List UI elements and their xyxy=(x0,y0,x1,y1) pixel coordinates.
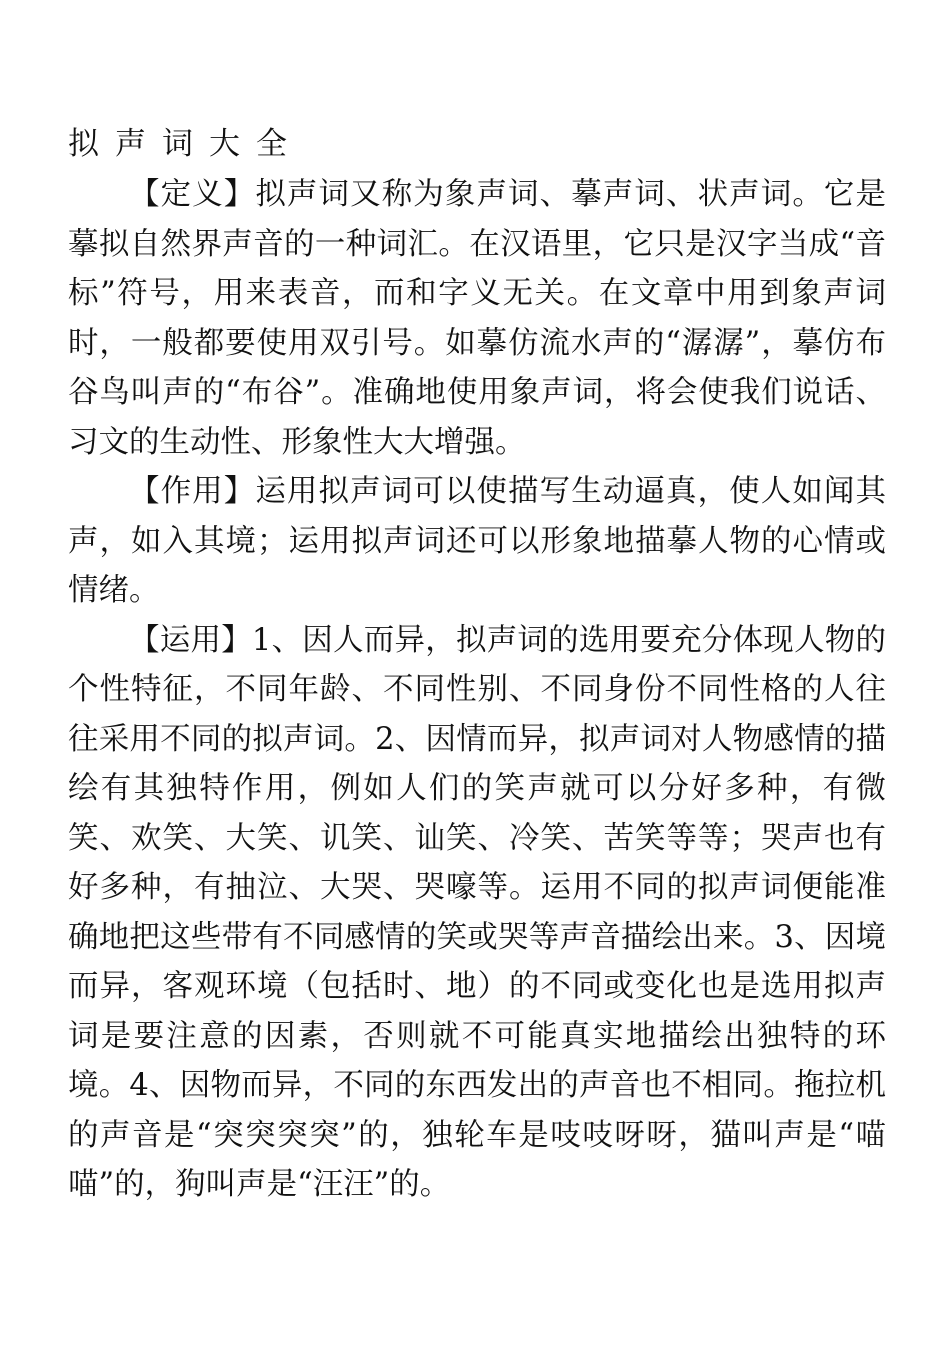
paragraph-definition: 【定义】拟声词又称为象声词、摹声词、状声词。它是摹拟自然界声音的一种词汇。在汉语里，它只是汉字当成“音标”符号，用来表音，而和字义无关。在文章中用到象声词时，一般都要使用双引号。如摹仿流水声的“潺潺”，摹仿布谷鸟叫声的“布谷”。准确地使用象声词，将会使我们说话、习文的生动性、形象性大大增强。 xyxy=(68,177,886,460)
document-title: 拟声词大全 xyxy=(68,126,303,162)
paragraph-application: 【运用】1、因人而异，拟声词的选用要充分体现人物的个性特征，不同年龄、不同性别、不同身份不同性格的人往往采用不同的拟声词。2、因情而异，拟声词对人物感情的描绘有其独特作用，例如人们的笑声就可以分好多种，有微笑、欢笑、大笑、讥笑、讪笑、冷笑、苦笑等等；哭声也有好多种，有抽泣、大哭、哭嚎等。运用不同的拟声词便能准确地把这些带有不同感情的笑或哭等声音描绘出来。3、因境而异，客观环境（包括时、地）的不同或变化也是选用拟声词是要注意的因素，否则就不可能真实地描绘出独特的环境。4、因物而异，不同的东西发出的声音也不相同。拖拉机的声音是“突突突突”的，独轮车是吱吱呀呀，猫叫声是“喵喵”的，狗叫声是“汪汪”的。 xyxy=(68,622,886,1202)
document-page xyxy=(68,118,886,1210)
paragraph-usage: 【作用】运用拟声词可以使描写生动逼真，使人如闻其声，如入其境；运用拟声词还可以形象地描摹人物的心情或情绪。 xyxy=(68,474,886,608)
